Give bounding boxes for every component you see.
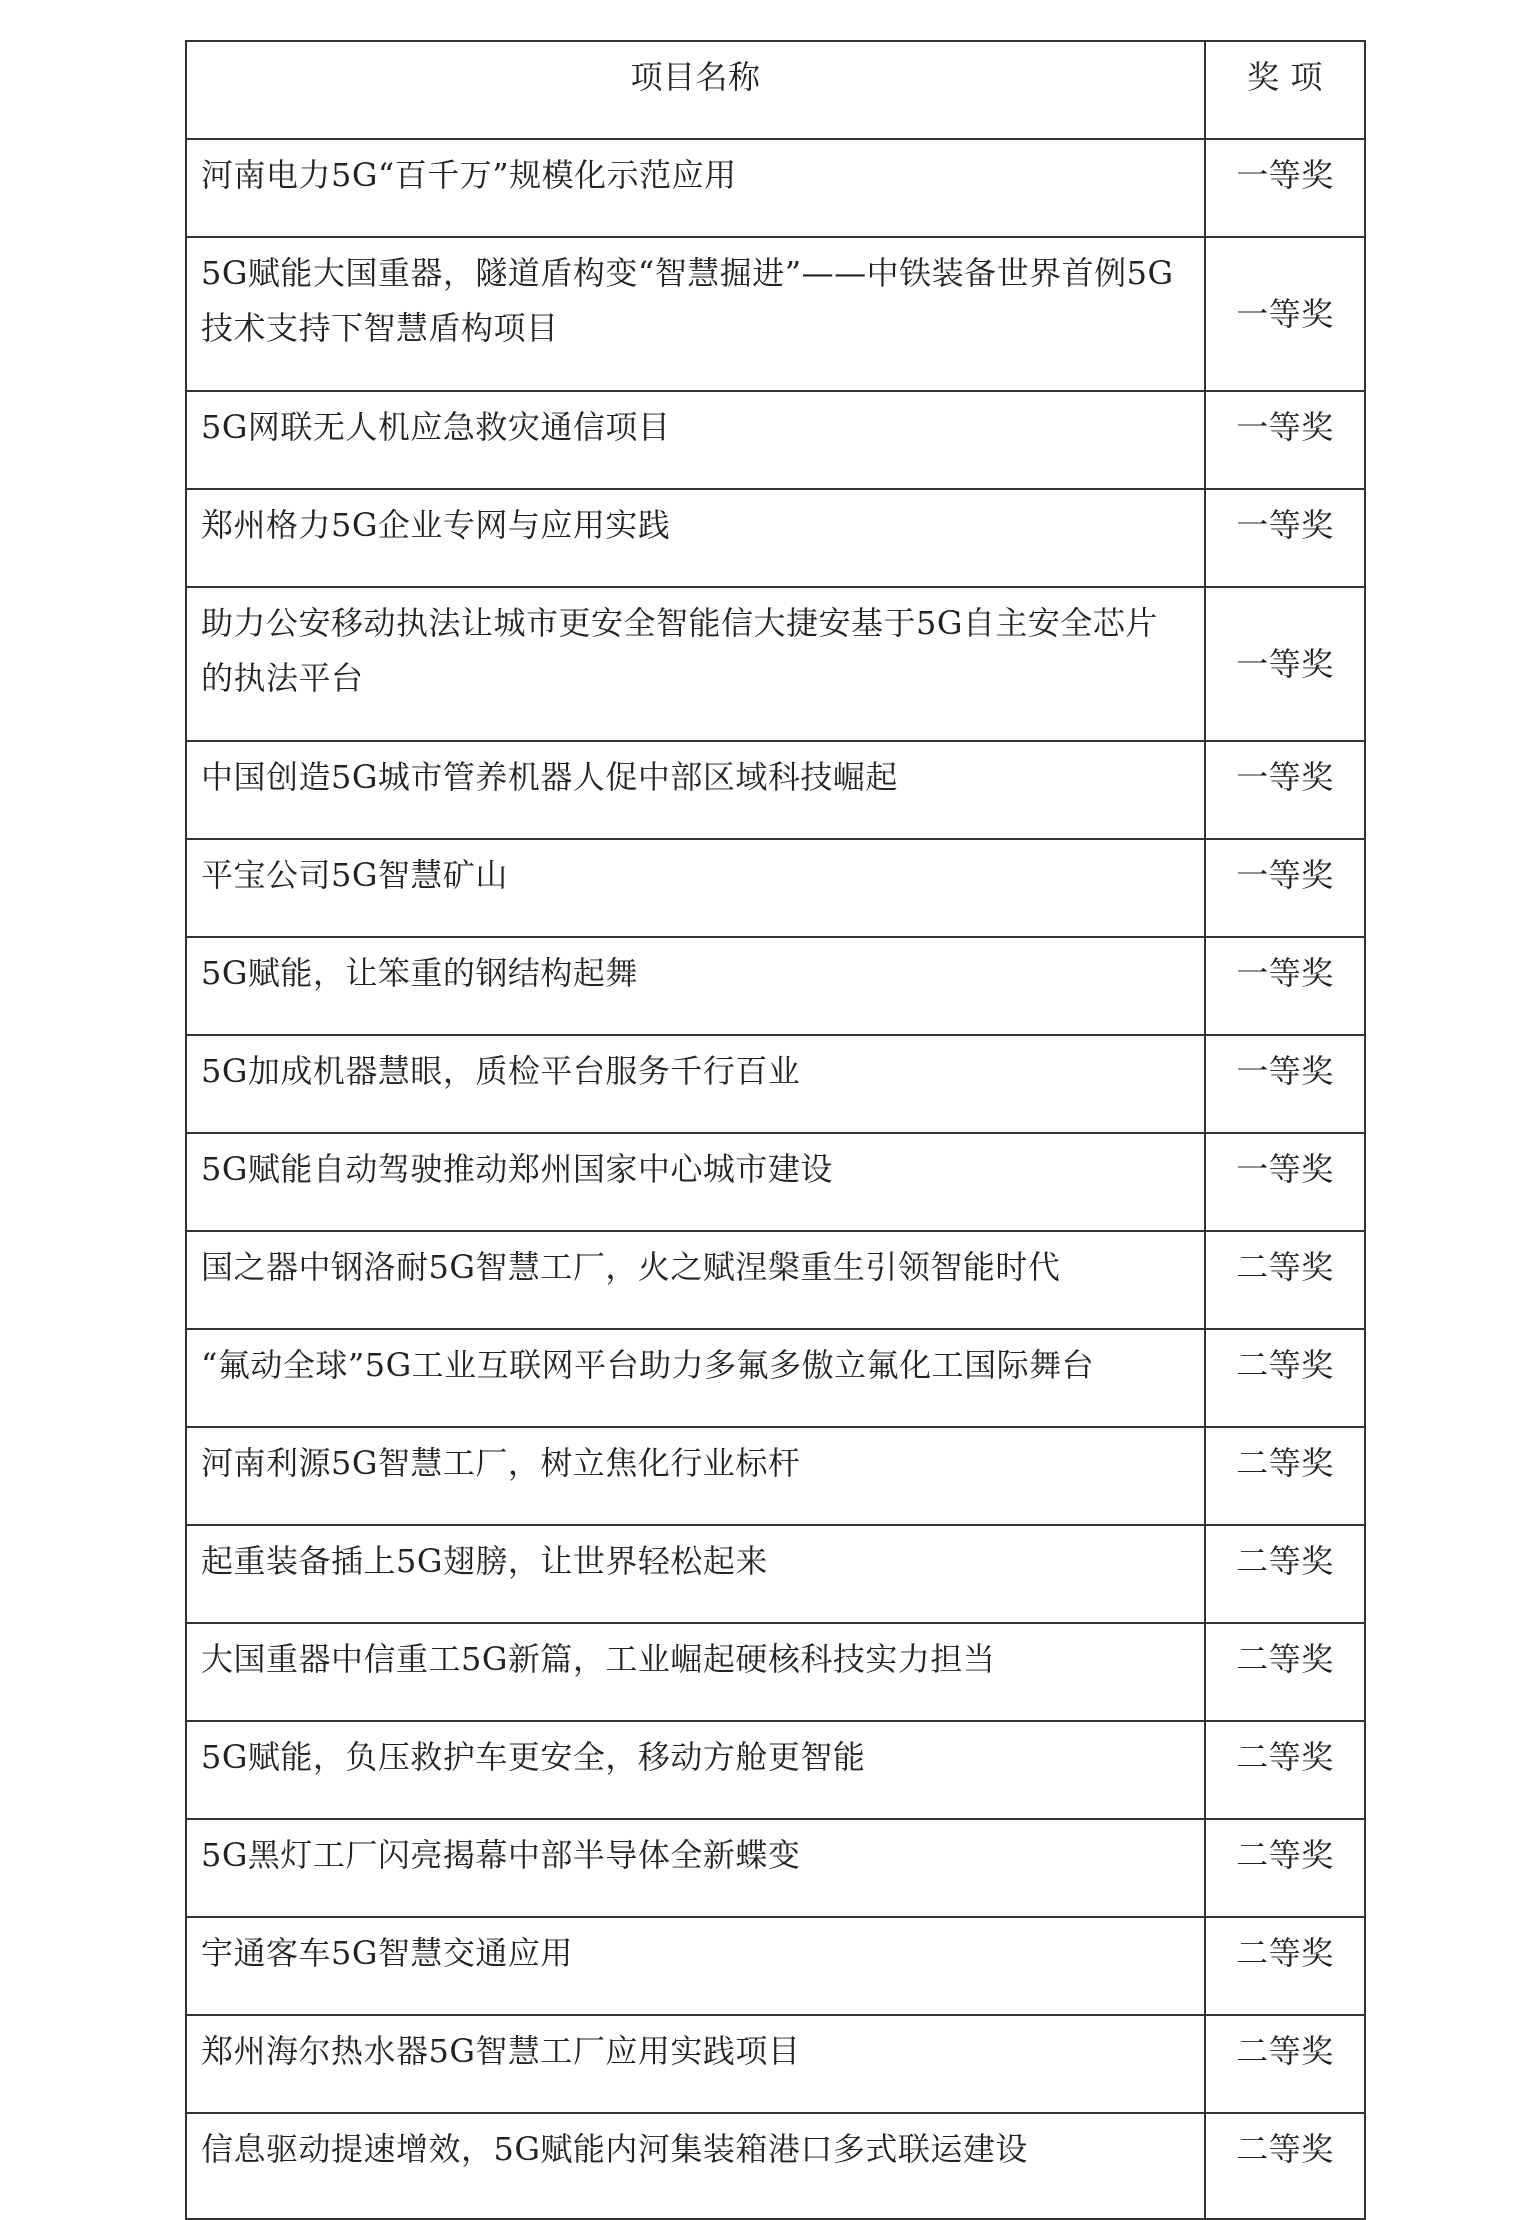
award-cell: 二等奖: [1205, 1329, 1365, 1427]
table-row: [186, 1035, 1365, 1133]
table-header-row: [186, 41, 1365, 139]
award-cell: 二等奖: [1205, 1231, 1365, 1329]
table-row: [186, 1525, 1365, 1623]
award-cell: 二等奖: [1205, 1917, 1365, 2015]
table-row: [186, 1623, 1365, 1721]
table-row: [186, 587, 1365, 741]
award-cell: 一等奖: [1205, 587, 1365, 741]
award-cell: 一等奖: [1205, 139, 1365, 237]
award-cell: 一等奖: [1205, 741, 1365, 839]
table-row: [186, 237, 1365, 391]
table-row: [186, 937, 1365, 1035]
award-table: [185, 40, 1366, 2220]
award-cell: 二等奖: [1205, 1819, 1365, 1917]
table-row: [186, 139, 1365, 237]
table-row: [186, 1133, 1365, 1231]
project-name-cell: 5G赋能自动驾驶推动郑州国家中心城市建设: [186, 1133, 1205, 1231]
project-name-cell: 平宝公司5G智慧矿山: [186, 839, 1205, 937]
project-name-cell: 河南利源5G智慧工厂，树立焦化行业标杆: [186, 1427, 1205, 1525]
award-cell: 一等奖: [1205, 1035, 1365, 1133]
table-row: [186, 1231, 1365, 1329]
table-row: [186, 1427, 1365, 1525]
award-cell: 二等奖: [1205, 2113, 1365, 2219]
award-cell: 一等奖: [1205, 1133, 1365, 1231]
award-cell: 二等奖: [1205, 1623, 1365, 1721]
table-row: [186, 489, 1365, 587]
project-name-cell: 5G赋能，负压救护车更安全，移动方舱更智能: [186, 1721, 1205, 1819]
award-cell: 一等奖: [1205, 937, 1365, 1035]
project-name-header: 项目名称: [186, 41, 1205, 139]
project-name-cell: 助力公安移动执法让城市更安全智能信大捷安基于5G自主安全芯片的执法平台: [186, 587, 1205, 741]
table-row: [186, 1329, 1365, 1427]
table-row: [186, 741, 1365, 839]
project-name-cell: 起重装备插上5G翅膀，让世界轻松起来: [186, 1525, 1205, 1623]
project-name-cell: 宇通客车5G智慧交通应用: [186, 1917, 1205, 2015]
project-name-cell: 河南电力5G“百千万”规模化示范应用: [186, 139, 1205, 237]
table-row: [186, 2015, 1365, 2113]
award-cell: 一等奖: [1205, 489, 1365, 587]
award-cell: 二等奖: [1205, 1721, 1365, 1819]
award-cell: 二等奖: [1205, 1427, 1365, 1525]
project-name-cell: 5G黑灯工厂闪亮揭幕中部半导体全新蝶变: [186, 1819, 1205, 1917]
project-name-cell: 5G赋能，让笨重的钢结构起舞: [186, 937, 1205, 1035]
project-name-cell: 5G赋能大国重器，隧道盾构变“智慧掘进”——中铁装备世界首例5G技术支持下智慧盾构项目: [186, 237, 1205, 391]
table-row: [186, 2113, 1365, 2219]
project-name-cell: 5G网联无人机应急救灾通信项目: [186, 391, 1205, 489]
award-cell: 二等奖: [1205, 1525, 1365, 1623]
award-cell: 一等奖: [1205, 391, 1365, 489]
award-header: 奖 项: [1205, 41, 1365, 139]
project-name-cell: 5G加成机器慧眼，质检平台服务千行百业: [186, 1035, 1205, 1133]
project-name-cell: 中国创造5G城市管养机器人促中部区域科技崛起: [186, 741, 1205, 839]
award-cell: 一等奖: [1205, 839, 1365, 937]
project-name-cell: 郑州海尔热水器5G智慧工厂应用实践项目: [186, 2015, 1205, 2113]
project-name-cell: “氟动全球”5G工业互联网平台助力多氟多傲立氟化工国际舞台: [186, 1329, 1205, 1427]
project-name-cell: 国之器中钢洛耐5G智慧工厂，火之赋涅槃重生引领智能时代: [186, 1231, 1205, 1329]
table-row: [186, 1819, 1365, 1917]
table-row: [186, 1721, 1365, 1819]
table-row: [186, 839, 1365, 937]
award-cell: 一等奖: [1205, 237, 1365, 391]
table-row: [186, 391, 1365, 489]
project-name-cell: 郑州格力5G企业专网与应用实践: [186, 489, 1205, 587]
award-cell: 二等奖: [1205, 2015, 1365, 2113]
project-name-cell: 信息驱动提速增效，5G赋能内河集装箱港口多式联运建设: [186, 2113, 1205, 2219]
project-name-cell: 大国重器中信重工5G新篇，工业崛起硬核科技实力担当: [186, 1623, 1205, 1721]
table-row: [186, 1917, 1365, 2015]
